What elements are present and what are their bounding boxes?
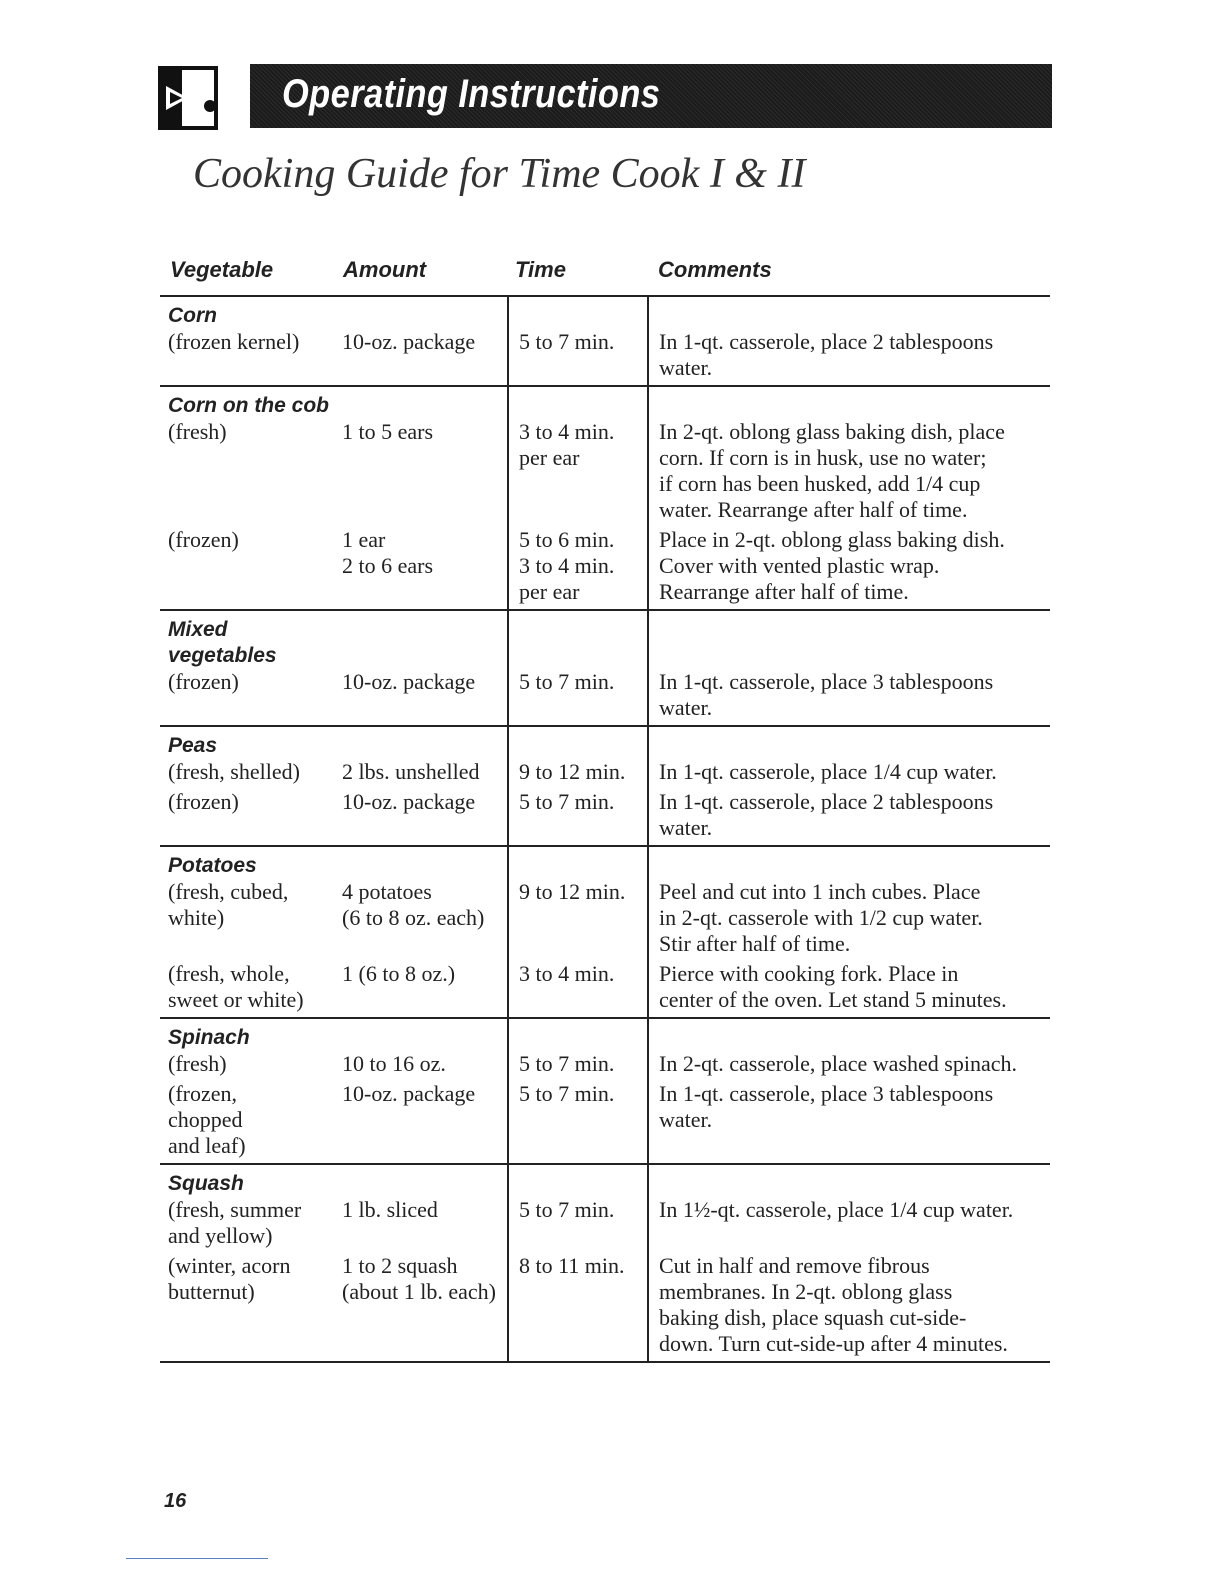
comments-cell-line: In 1-qt. casserole, place 1/4 cup water.: [659, 759, 997, 784]
vegetable-cell: [160, 329, 340, 381]
comments-cell-line: In 2-qt. oblong glass baking dish, place: [659, 419, 1005, 444]
amount-cell-line: 10 to 16 oz.: [342, 1051, 446, 1076]
time-cell-line: 5 to 7 min.: [519, 1081, 615, 1106]
comments-cell-line: In 1-qt. casserole, place 3 tablespoons: [659, 669, 994, 694]
vegetable-cell-line: and leaf): [168, 1133, 246, 1158]
time-cell: [507, 419, 647, 523]
time-cell: [507, 1197, 647, 1249]
cooking-guide-table: [160, 255, 1050, 1363]
vegetable-group: [160, 847, 1050, 1019]
vegetable-name: [160, 1165, 1050, 1197]
table-row: [160, 419, 1050, 527]
comments-cell-line: water.: [659, 695, 713, 720]
comments-cell: [647, 1051, 1050, 1077]
vegetable-cell-line: (frozen): [168, 669, 239, 694]
amount-cell: [340, 759, 507, 785]
vegetable-cell-line: (fresh, summer: [168, 1197, 302, 1222]
time-cell-line: 5 to 7 min.: [519, 329, 615, 354]
vegetable-cell: [160, 789, 340, 841]
table-row: [160, 527, 1050, 609]
amount-cell-line: 10-oz. package: [342, 1081, 476, 1106]
time-cell-line: 5 to 7 min.: [519, 1197, 615, 1222]
vegetable-name: [160, 727, 1050, 759]
comments-cell-line: baking dish, place squash cut-side-: [659, 1305, 967, 1330]
comments-cell-line: Cover with vented plastic wrap.: [659, 553, 940, 578]
table-row: [160, 879, 1050, 961]
time-cell: [507, 789, 647, 841]
time-cell-line: 3 to 4 min.: [519, 553, 615, 578]
comments-cell-line: Cut in half and remove fibrous: [659, 1253, 930, 1278]
vegetable-name-line: Potatoes: [168, 854, 257, 877]
comments-cell: [647, 527, 1050, 605]
amount-cell: [340, 419, 507, 523]
column-header-vegetable: Vegetable: [170, 257, 274, 282]
amount-cell-line: 1 ear: [342, 527, 386, 552]
vegetable-name: [160, 387, 1050, 419]
amount-cell: [340, 1051, 507, 1077]
comments-cell-line: water.: [659, 815, 713, 840]
vegetable-name-line: Corn on the cob: [168, 394, 329, 417]
table-row: [160, 759, 1050, 789]
amount-cell: [340, 669, 507, 721]
amount-cell: [340, 527, 507, 605]
amount-cell-line: 10-oz. package: [342, 669, 476, 694]
vegetable-cell: [160, 1051, 340, 1077]
time-cell: [507, 879, 647, 957]
table-row: [160, 669, 1050, 725]
vegetable-cell-line: (fresh, cubed,: [168, 879, 289, 904]
comments-cell: [647, 419, 1050, 523]
vegetable-group: [160, 1165, 1050, 1363]
section-subtitle: Cooking Guide for Time Cook I & II: [193, 151, 806, 197]
time-cell: [507, 1081, 647, 1159]
amount-cell-line: 1 (6 to 8 oz.): [342, 961, 456, 986]
comments-cell: [647, 879, 1050, 957]
time-cell-line: 5 to 7 min.: [519, 1051, 615, 1076]
vegetable-cell: [160, 419, 340, 523]
comments-cell: [647, 669, 1050, 721]
vegetable-name: [160, 297, 1050, 329]
vegetable-cell-line: (frozen,: [168, 1081, 238, 1106]
comments-cell-line: Pierce with cooking fork. Place in: [659, 961, 959, 986]
amount-cell-line: 1 to 2 squash: [342, 1253, 458, 1278]
column-header-time: Time: [515, 257, 566, 282]
comments-cell: [647, 759, 1050, 785]
vegetable-cell-line: (fresh, shelled): [168, 759, 300, 784]
comments-cell: [647, 1081, 1050, 1159]
comments-cell-line: if corn has been husked, add 1/4 cup: [659, 471, 981, 496]
comments-cell-line: Place in 2-qt. oblong glass baking dish.: [659, 527, 1005, 552]
vegetable-cell-line: white): [168, 905, 225, 930]
comments-cell-line: Stir after half of time.: [659, 931, 851, 956]
comments-cell-line: In 1-qt. casserole, place 2 tablespoons: [659, 789, 994, 814]
time-cell: [507, 759, 647, 785]
comments-cell: [647, 1197, 1050, 1249]
time-cell-line: per ear: [519, 445, 580, 470]
vegetable-cell-line: sweet or white): [168, 987, 304, 1012]
vegetable-name-line: Spinach: [168, 1026, 250, 1049]
vegetable-group: [160, 387, 1050, 611]
time-cell-line: 9 to 12 min.: [519, 759, 626, 784]
table-body: [160, 297, 1050, 1363]
amount-cell-line: (about 1 lb. each): [342, 1279, 496, 1304]
vegetable-cell-line: (frozen): [168, 527, 239, 552]
vegetable-name: [160, 1019, 1050, 1051]
time-cell-line: 5 to 7 min.: [519, 789, 615, 814]
time-cell-line: 8 to 11 min.: [519, 1253, 625, 1278]
vegetable-cell-line: (fresh): [168, 419, 227, 444]
vegetable-cell: [160, 879, 340, 957]
vegetable-name: [160, 611, 1050, 669]
time-cell: [507, 669, 647, 721]
vegetable-cell: [160, 1081, 340, 1159]
vegetable-name-line: Squash: [168, 1172, 244, 1195]
vegetable-cell-line: (fresh, whole,: [168, 961, 290, 986]
time-cell: [507, 961, 647, 1013]
comments-cell: [647, 329, 1050, 381]
vegetable-cell-line: (winter, acorn: [168, 1253, 291, 1278]
vegetable-cell: [160, 669, 340, 721]
amount-cell: [340, 879, 507, 957]
amount-cell-line: 1 lb. sliced: [342, 1197, 438, 1222]
time-cell: [507, 329, 647, 381]
vegetable-name-line: Peas: [168, 734, 218, 757]
vegetable-cell: [160, 961, 340, 1013]
vegetable-name-line: vegetables: [168, 644, 277, 667]
comments-cell-line: In 1½-qt. casserole, place 1/4 cup water.: [659, 1197, 1014, 1222]
vegetable-cell-line: (frozen): [168, 789, 239, 814]
amount-cell-line: 2 lbs. unshelled: [342, 759, 480, 784]
comments-cell: [647, 789, 1050, 841]
table-row: [160, 961, 1050, 1017]
time-cell-line: 9 to 12 min.: [519, 879, 626, 904]
vegetable-name-line: Corn: [168, 304, 217, 327]
amount-cell-line: (6 to 8 oz. each): [342, 905, 485, 930]
vegetable-cell-line: and yellow): [168, 1223, 273, 1248]
time-cell: [507, 527, 647, 605]
oven-door-icon: [158, 66, 220, 130]
comments-cell-line: center of the oven. Let stand 5 minutes.: [659, 987, 1007, 1012]
vegetable-cell-line: butternut): [168, 1279, 255, 1304]
table-row: [160, 1051, 1050, 1081]
time-cell: [507, 1253, 647, 1357]
amount-cell-line: 4 potatoes: [342, 879, 432, 904]
amount-cell: [340, 1081, 507, 1159]
table-row: [160, 789, 1050, 845]
comments-cell-line: In 1-qt. casserole, place 2 tablespoons: [659, 329, 994, 354]
amount-cell-line: 10-oz. package: [342, 789, 476, 814]
comments-cell-line: water. Rearrange after half of time.: [659, 497, 968, 522]
amount-cell: [340, 329, 507, 381]
comments-cell: [647, 1253, 1050, 1357]
vegetable-cell: [160, 759, 340, 785]
time-cell-line: 5 to 7 min.: [519, 669, 615, 694]
table-row: [160, 329, 1050, 385]
comments-cell-line: down. Turn cut-side-up after 4 minutes.: [659, 1331, 1008, 1356]
vegetable-cell: [160, 527, 340, 605]
vegetable-group: [160, 1019, 1050, 1165]
vegetable-cell-line: (frozen kernel): [168, 329, 300, 354]
comments-cell-line: water.: [659, 1107, 713, 1132]
comments-cell-line: In 2-qt. casserole, place washed spinach.: [659, 1051, 1017, 1076]
comments-cell: [647, 961, 1050, 1013]
amount-cell: [340, 1197, 507, 1249]
vegetable-name-line: Mixed: [168, 618, 228, 641]
table-header-row: [160, 255, 1050, 297]
vegetable-cell: [160, 1197, 340, 1249]
vegetable-cell: [160, 1253, 340, 1357]
page-title: Operating Instructions: [282, 72, 661, 116]
comments-cell-line: In 1-qt. casserole, place 3 tablespoons: [659, 1081, 994, 1106]
time-cell-line: 3 to 4 min.: [519, 419, 615, 444]
vegetable-cell-line: (fresh): [168, 1051, 227, 1076]
time-cell-line: per ear: [519, 579, 580, 604]
time-cell: [507, 1051, 647, 1077]
comments-cell-line: Peel and cut into 1 inch cubes. Place: [659, 879, 981, 904]
time-cell-line: 3 to 4 min.: [519, 961, 615, 986]
table-row: [160, 1197, 1050, 1253]
amount-cell: [340, 1253, 507, 1357]
footer-rule: [126, 1558, 268, 1559]
vegetable-name: [160, 847, 1050, 879]
column-header-amount: Amount: [343, 257, 427, 282]
amount-cell: [340, 961, 507, 1013]
comments-cell-line: membranes. In 2-qt. oblong glass: [659, 1279, 953, 1304]
column-header-comments: Comments: [658, 257, 772, 282]
comments-cell-line: water.: [659, 355, 713, 380]
page-number: 16: [164, 1490, 187, 1512]
header-banner: [250, 64, 1052, 128]
table-row: [160, 1253, 1050, 1361]
table-row: [160, 1081, 1050, 1163]
amount-cell-line: 2 to 6 ears: [342, 553, 434, 578]
amount-cell-line: 1 to 5 ears: [342, 419, 434, 444]
vegetable-group: [160, 611, 1050, 727]
comments-cell-line: Rearrange after half of time.: [659, 579, 909, 604]
vegetable-group: [160, 297, 1050, 387]
comments-cell-line: in 2-qt. casserole with 1/2 cup water.: [659, 905, 983, 930]
vegetable-group: [160, 727, 1050, 847]
vegetable-cell-line: chopped: [168, 1107, 243, 1132]
time-cell-line: 5 to 6 min.: [519, 527, 615, 552]
comments-cell-line: corn. If corn is in husk, use no water;: [659, 445, 987, 470]
amount-cell: [340, 789, 507, 841]
amount-cell-line: 10-oz. package: [342, 329, 476, 354]
